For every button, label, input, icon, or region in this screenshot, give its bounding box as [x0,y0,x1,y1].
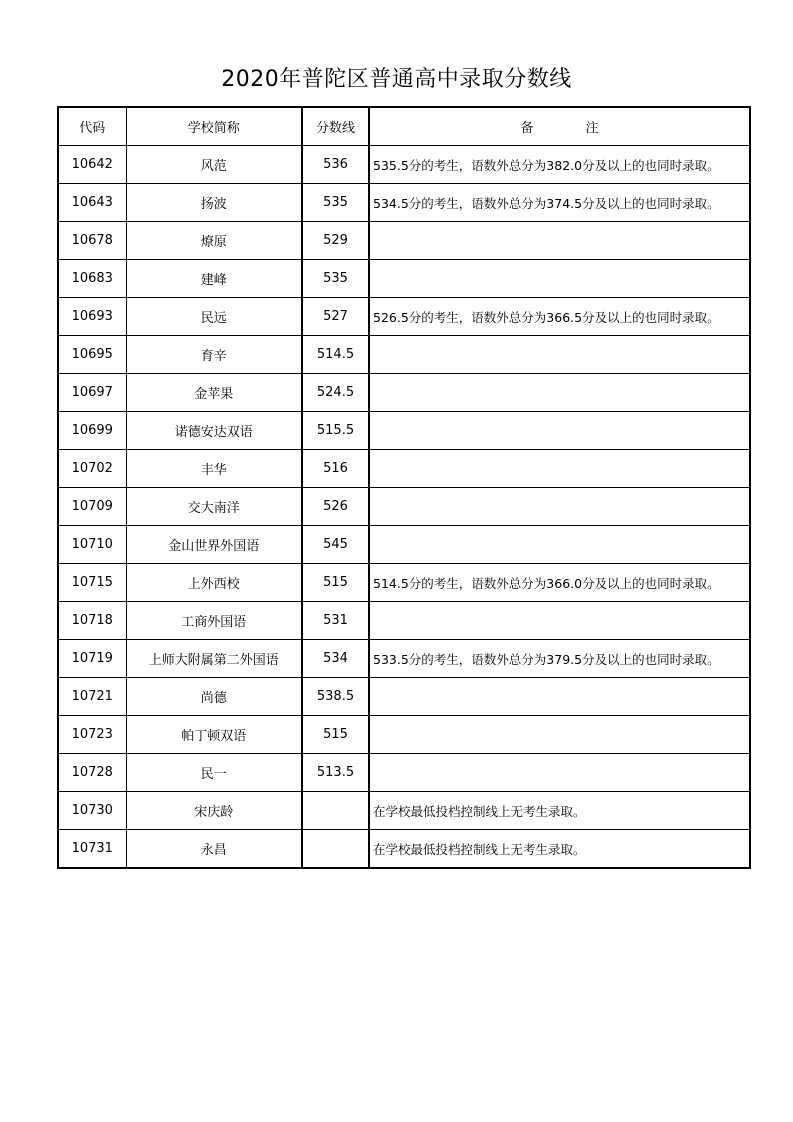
school-code: 10643 [58,184,126,222]
cutoff-score: 531 [302,602,369,640]
school-code: 10642 [58,146,126,184]
table-row [58,754,750,792]
school-code: 10709 [58,488,126,526]
table-row [58,564,750,602]
remark: 526.5分的考生，语数外总分为366.5分及以上的也同时录取。 [369,298,750,336]
page-title: 2020年普陀区普通高中录取分数线 [221,67,572,92]
cutoff-score: 513.5 [302,754,369,792]
school-code: 10723 [58,716,126,754]
remark [369,260,750,298]
header-score: 分数线 [302,107,369,146]
school-name: 帕丁顿双语 [126,716,302,754]
table-row [58,792,750,830]
remark [369,412,750,450]
cutoff-score: 535 [302,260,369,298]
cutoff-score [302,792,369,830]
remark: 在学校最低投档控制线上无考生录取。 [369,830,750,869]
table-row [58,830,750,869]
table-row [58,640,750,678]
header-note-a: 备 [520,121,534,136]
school-code: 10693 [58,298,126,336]
school-name: 丰华 [126,450,302,488]
school-name: 金山世界外国语 [126,526,302,564]
remark [369,716,750,754]
table-row [58,298,750,336]
header-row [58,107,750,146]
school-code: 10695 [58,336,126,374]
cutoff-score: 536 [302,146,369,184]
cutoff-score: 538.5 [302,678,369,716]
header-name: 学校简称 [126,107,302,146]
header-code: 代码 [58,107,126,146]
school-name: 民远 [126,298,302,336]
school-name: 永昌 [126,830,302,869]
table-row [58,488,750,526]
school-code: 10719 [58,640,126,678]
school-code: 10728 [58,754,126,792]
remark [369,336,750,374]
school-name: 民一 [126,754,302,792]
school-name: 尚德 [126,678,302,716]
remark [369,678,750,716]
cutoff-score: 545 [302,526,369,564]
school-code: 10710 [58,526,126,564]
school-code: 10683 [58,260,126,298]
remark [369,450,750,488]
table-row [58,222,750,260]
table-row [58,602,750,640]
remark [369,374,750,412]
remark [369,526,750,564]
school-name: 风范 [126,146,302,184]
school-code: 10697 [58,374,126,412]
cutoff-score: 515 [302,564,369,602]
school-code: 10699 [58,412,126,450]
remark: 535.5分的考生，语数外总分为382.0分及以上的也同时录取。 [369,146,750,184]
school-code: 10718 [58,602,126,640]
remark: 在学校最低投档控制线上无考生录取。 [369,792,750,830]
table-row [58,184,750,222]
school-name: 诺德安达双语 [126,412,302,450]
school-name: 宋庆龄 [126,792,302,830]
remark [369,754,750,792]
cutoff-score: 516 [302,450,369,488]
table-row [58,716,750,754]
cutoff-score: 515 [302,716,369,754]
table-row [58,526,750,564]
cutoff-score [302,830,369,869]
remark [369,602,750,640]
school-name: 工商外国语 [126,602,302,640]
cutoff-score: 535 [302,184,369,222]
table-row [58,412,750,450]
cutoff-score: 529 [302,222,369,260]
school-name: 燎原 [126,222,302,260]
school-name: 扬波 [126,184,302,222]
remark: 534.5分的考生，语数外总分为374.5分及以上的也同时录取。 [369,184,750,222]
table-row [58,678,750,716]
school-code: 10702 [58,450,126,488]
school-name: 上外西校 [126,564,302,602]
school-name: 金苹果 [126,374,302,412]
school-code: 10731 [58,830,126,869]
table-row [58,146,750,184]
score-table [57,106,751,869]
cutoff-score: 524.5 [302,374,369,412]
table-row [58,336,750,374]
school-code: 10730 [58,792,126,830]
school-code: 10678 [58,222,126,260]
cutoff-score: 534 [302,640,369,678]
cutoff-score: 527 [302,298,369,336]
table-row [58,374,750,412]
header-note-b: 注 [585,121,599,136]
cutoff-score: 514.5 [302,336,369,374]
table-row [58,260,750,298]
school-code: 10721 [58,678,126,716]
table-row [58,450,750,488]
school-name: 育辛 [126,336,302,374]
school-name: 建峰 [126,260,302,298]
remark: 514.5分的考生，语数外总分为366.0分及以上的也同时录取。 [369,564,750,602]
school-code: 10715 [58,564,126,602]
cutoff-score: 515.5 [302,412,369,450]
remark [369,488,750,526]
school-name: 上师大附属第二外国语 [126,640,302,678]
cutoff-score: 526 [302,488,369,526]
remark [369,222,750,260]
remark: 533.5分的考生，语数外总分为379.5分及以上的也同时录取。 [369,640,750,678]
header-note [369,107,750,146]
school-name: 交大南洋 [126,488,302,526]
